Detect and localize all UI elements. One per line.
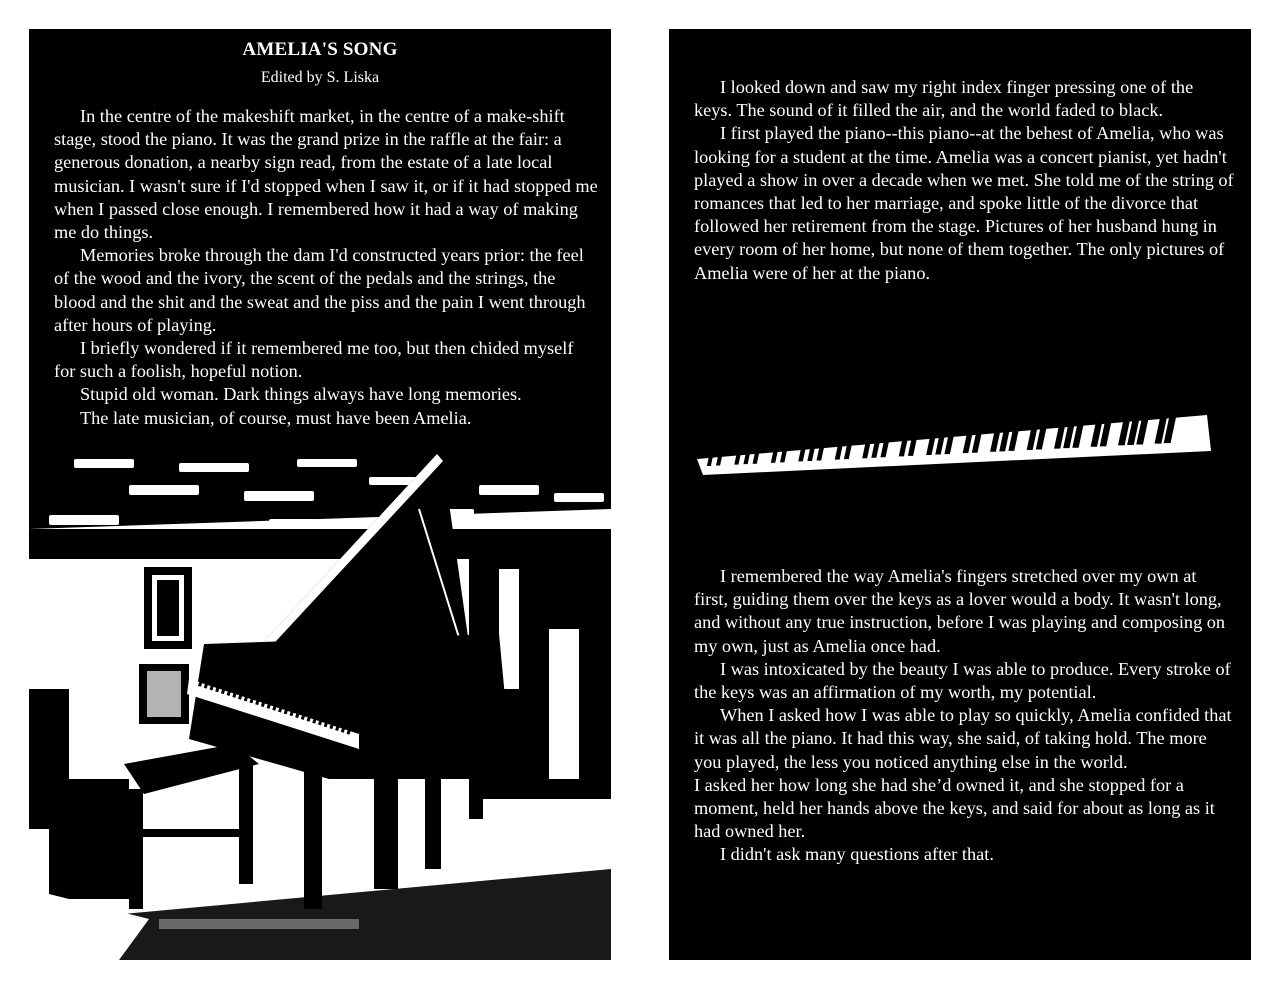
piano-keyboard-illustration — [689, 409, 1219, 479]
right-page-text-top — [694, 76, 1234, 285]
paragraph: I asked her how long she had she’d owned it, and she stopped for a moment, held her hands above the keys, and said for about as long as it had owned her. — [694, 774, 1215, 842]
paragraph: The late musician, of course, must have been Amelia. — [80, 407, 472, 428]
paragraph: When I asked how I was able to play so quickly, Amelia confided that it was all the piano. It had this way, she said, of taking hold. The more you played, the less you noticed anything else in the world. — [694, 705, 1232, 772]
left-page — [29, 29, 611, 960]
left-page-text — [54, 105, 599, 430]
right-page-text-bottom — [694, 565, 1234, 867]
paragraph: I didn't ask many questions after that. — [720, 844, 994, 865]
paragraph: Stupid old woman. Dark things always have long memories. — [80, 384, 522, 405]
grand-piano-photo — [29, 449, 611, 960]
paragraph: I looked down and saw my right index finger pressing one of the keys. The sound of it filled the air, and the world faded to black. — [694, 77, 1194, 121]
paragraph: I remembered the way Amelia's fingers stretched over my own at first, guiding them over the keys as a lover would a body. It wasn't long, and without any true instruction, before I was playing and composing on my own, just as Amelia once had. — [694, 566, 1226, 656]
right-page — [669, 29, 1251, 960]
paragraph: Memories broke through the dam I'd constructed years prior: the feel of the wood and the ivory, the scent of the pedals and the strings, the blood and the shit and the sweat and the piss and the pain I went through after hours of playing. — [54, 245, 586, 335]
paragraph: I briefly wondered if it remembered me too, but then chided myself for such a foolish, hopeful notion. — [54, 338, 574, 382]
paragraph: I first played the piano--this piano--at the behest of Amelia, who was looking for a student at the time. Amelia was a concert pianist, yet hadn't played a show in over a decade when we met. She told me of the string of romances that led to her marriage, and spoke little of the divorce that followed her retirement from the stage. Pictures of her husband hung in every room of her home, but none of them together. The only pictures of Amelia were of her at the piano. — [694, 123, 1234, 283]
paragraph: In the centre of the makeshift market, in the centre of a make-shift stage, stood the piano. It was the grand prize in the raffle at the fair: a generous donation, a nearby sign read, from the estate of a late local musician. I wasn't sure if I'd stopped when I saw it, or if it had stopped me when I passed close enough. I remembered how it had a way of making me do things. — [54, 106, 598, 243]
paragraph: I was intoxicated by the beauty I was able to produce. Every stroke of the keys was an affirmation of my worth, my potential. — [694, 658, 1231, 703]
story-title: AMELIA'S SONG — [242, 39, 398, 60]
byline: Edited by S. Liska — [260, 69, 380, 86]
